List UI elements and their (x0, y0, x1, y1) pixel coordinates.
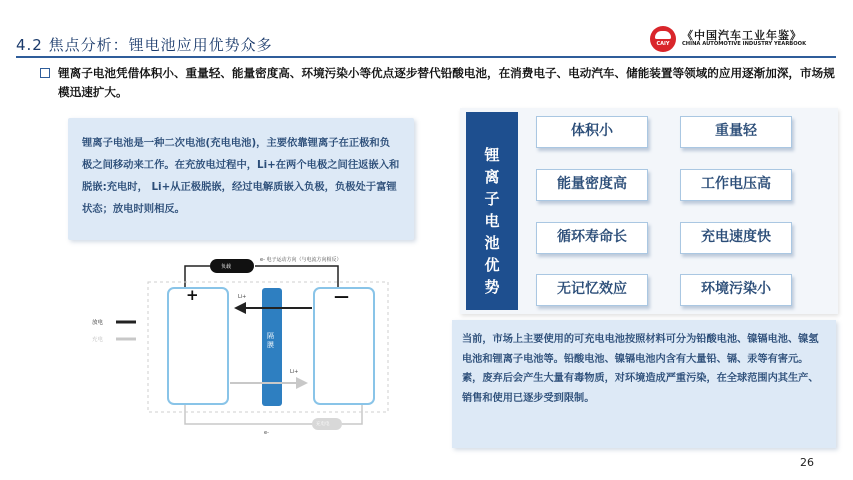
negative-electrode (314, 288, 374, 404)
advantages-side-text: 锂 离 子 电 池 优 势 (484, 146, 500, 296)
electron-flow-label: e- 电子运动方向（与电流方向相反） (260, 257, 342, 263)
note-text: 当前，市场上主要使用的可充电电池按照材料可分为铅酸电池、镍镉电池、镍氢电池和锂离子电池等。铅酸电池、镍镉电池内含有大量铅、镉、汞等有害元。素，废弃后会产生大量有毒物质，对环境造成严重污染，在全球范围内其生产、销售和使用已逐步受到限制。 (462, 334, 819, 404)
yearbook-logo (650, 26, 840, 52)
caiy-logo-icon: CAIY (650, 26, 676, 52)
advantage-item: 工作电压高 (680, 169, 792, 201)
advantage-item: 循环寿命长 (536, 222, 648, 254)
charge-circuit-line (185, 402, 312, 424)
advantage-item: 重量轻 (680, 116, 792, 148)
discharge-circuit-line (185, 266, 210, 288)
legend-charge-label: 充电 (92, 337, 104, 343)
battery-diagram (80, 252, 420, 442)
advantages-side-label (466, 112, 518, 310)
intro-text: 锂离子电池是一种二次电池(充电电池)，主要依靠锂离子在正极和负极之间移动来工作。在充放电过程中，Li+在两个电极之间往返嵌入和脱嵌:充电时， Li+从正极脱嵌，经过电解质嵌入负极，负极处于富锂状态；放电时则相反。 (82, 137, 400, 215)
page-number: 26 (800, 456, 814, 469)
charger-label: 充电电 (316, 422, 330, 427)
advantage-item: 无记忆效应 (536, 274, 648, 306)
logo-en-text: CHINA AUTOMOTIVE INDUSTRY YEARBOOK (682, 41, 807, 47)
positive-electrode (168, 288, 228, 404)
intro-card (68, 118, 414, 240)
title-divider (16, 56, 836, 58)
advantage-item: 充电速度快 (680, 222, 792, 254)
logo-cn-text: 《中国汽车工业年鉴》 (682, 29, 802, 42)
li-lower-label: Li+ (290, 369, 299, 375)
load-box (210, 259, 254, 273)
note-card (452, 320, 836, 448)
battery-diagram-svg (80, 252, 420, 442)
page-title: 4.2 焦点分析：锂电池应用优势众多 (16, 36, 273, 54)
positive-sign: + (186, 286, 199, 304)
load-label: 负载 (221, 264, 232, 270)
advantage-item: 体积小 (536, 116, 648, 148)
advantage-item: 环境污染小 (680, 274, 792, 306)
li-upper-label: Li+ (238, 294, 247, 300)
electron-bottom-label: e- (264, 430, 269, 436)
separator-label: 隔膜 (267, 332, 274, 349)
advantage-item: 能量密度高 (536, 169, 648, 201)
legend-discharge-label: 放电 (92, 320, 104, 326)
negative-sign: — (334, 287, 349, 305)
bullet-square-icon (40, 68, 50, 78)
summary-bullet: 锂离子电池凭借体积小、重量轻、能量密度高、环境污染小等优点逐步替代铅酸电池，在消费电子、电动汽车、储能装置等领域的应用逐渐加深，市场规模迅速扩大。 (58, 66, 835, 99)
